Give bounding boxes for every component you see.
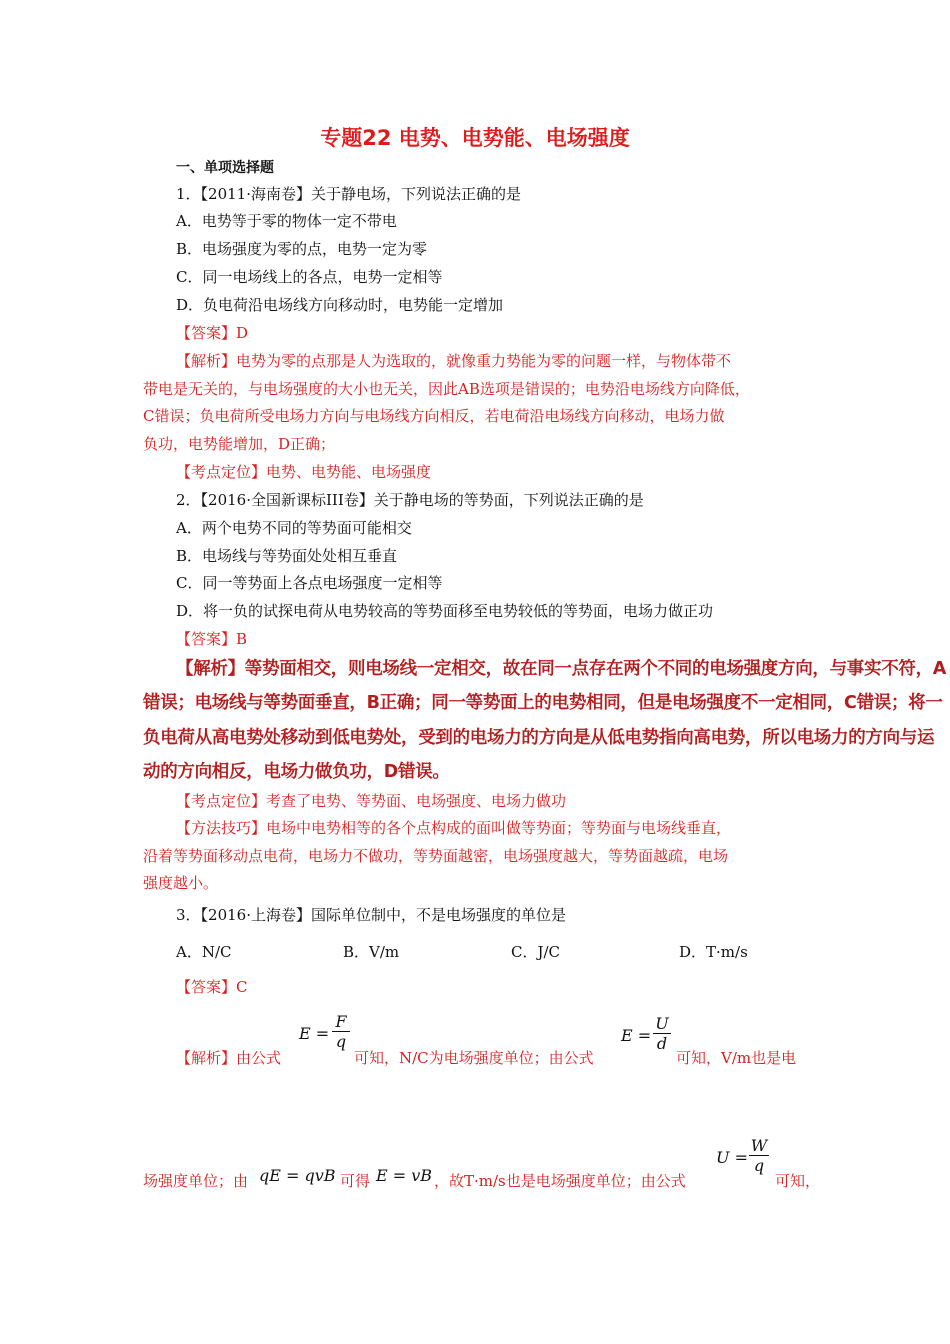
question-2-method-line: 强度越小。 <box>143 874 219 892</box>
question-3-option-b: B．V/m <box>343 943 400 961</box>
question-3-analysis-text: 可知，N/C为电场强度单位；由公式 <box>354 1049 594 1067</box>
formula-numerator: F <box>335 1012 347 1031</box>
question-1-answer: 【答案】D <box>176 324 249 342</box>
question-2-point: 【考点定位】考查了电势、等势面、电场强度、电场力做功 <box>176 792 567 810</box>
question-2-method-line: 沿着等势面移动点电荷，电场力不做功，等势面越密，电场强度越大，等势面越疏，电场 <box>143 847 729 865</box>
question-2-option-b: B．电场线与等势面处处相互垂直 <box>176 547 398 565</box>
formula-denominator: q <box>753 1156 765 1175</box>
question-1-analysis-line: 带电是无关的，与电场强度的大小也无关，因此AB选项是错误的；电势沿电场线方向降低， <box>143 380 750 398</box>
formula-qe-qvb: qE = qvB <box>259 1166 336 1185</box>
formula-u-lhs: U = <box>716 1148 748 1167</box>
formula-u-over-d <box>653 1014 671 1053</box>
question-1-analysis-line: 【解析】电势为零的点那是人为选取的，就像重力势能为零的问题一样，与物体带不 <box>176 352 732 370</box>
question-2-option-d: D．将一负的试探电荷从电势较高的等势面移至电势较低的等势面，电场力做正功 <box>176 602 714 620</box>
question-3-analysis-text: 可得 <box>340 1172 371 1190</box>
question-2-analysis-line: 【解析】等势面相交，则电场线一定相交，故在同一点存在两个不同的电场强度方向，与事实不符，A <box>176 659 947 679</box>
question-2-analysis-line: 错误；电场线与等势面垂直，B正确；同一等势面上的电势相同，但是电场强度不一定相同，C错误；将一 <box>143 693 943 713</box>
question-2-option-a: A．两个电势不同的等势面可能相交 <box>176 519 412 537</box>
question-1-analysis-line: C错误；负电荷所受电场力方向与电场线方向相反，若电荷沿电场线方向移动，电场力做 <box>143 407 725 425</box>
question-3-analysis-text: 可知，V/m也是电 <box>676 1049 797 1067</box>
question-3-option-d: D．T·m/s <box>679 943 748 961</box>
question-3-analysis-text: ，故T·m/s也是电场强度单位；由公式 <box>434 1172 686 1190</box>
question-3-analysis-text: 【解析】由公式 <box>176 1049 282 1067</box>
question-3-stem: 3．【2016·上海卷】国际单位制中，不是电场强度的单位是 <box>176 906 566 924</box>
question-2-answer: 【答案】B <box>176 630 248 648</box>
question-3-option-a: A．N/C <box>176 943 232 961</box>
question-2-analysis-line: 动的方向相反，电场力做负功，D错误。 <box>143 762 450 782</box>
formula-w-over-q <box>749 1136 769 1175</box>
question-1-option-d: D．负电荷沿电场线方向移动时，电势能一定增加 <box>176 296 504 314</box>
question-2-analysis-line: 负电荷从高电势处移动到低电势处，受到的电场力的方向是从低电势指向高电势，所以电场力的方向与运 <box>143 728 935 748</box>
formula-numerator: U <box>655 1014 669 1033</box>
question-3-option-c: C．J/C <box>511 943 561 961</box>
formula-numerator: W <box>750 1136 768 1155</box>
formula-e-lhs: E = <box>299 1024 330 1043</box>
question-1-stem: 1．【2011·海南卷】关于静电场，下列说法正确的是 <box>176 185 521 203</box>
formula-f-over-q <box>332 1012 350 1051</box>
question-1-analysis-line: 负功，电势能增加，D正确； <box>143 435 336 453</box>
question-3-analysis-text: 场强度单位；由 <box>143 1172 249 1190</box>
question-2-option-c: C．同一等势面上各点电场强度一定相等 <box>176 574 443 592</box>
page-title: 专题22 电势、电势能、电场强度 <box>320 126 630 150</box>
formula-denominator: q <box>335 1032 347 1051</box>
question-1-point: 【考点定位】电势、电势能、电场强度 <box>176 463 432 481</box>
formula-denominator: d <box>656 1034 668 1053</box>
section-heading: 一、单项选择题 <box>176 160 274 176</box>
question-2-method-line: 【方法技巧】电场中电势相等的各个点构成的面叫做等势面；等势面与电场线垂直， <box>176 819 732 837</box>
question-1-option-a: A．电势等于零的物体一定不带电 <box>176 212 397 230</box>
formula-e-vb: E = vB <box>376 1166 433 1185</box>
question-2-stem: 2．【2016·全国新课标III卷】关于静电场的等势面，下列说法正确的是 <box>176 491 644 509</box>
question-1-option-c: C．同一电场线上的各点，电势一定相等 <box>176 268 443 286</box>
question-1-option-b: B．电场强度为零的点，电势一定为零 <box>176 240 428 258</box>
formula-e-lhs: E = <box>621 1026 652 1045</box>
question-3-analysis-text: 可知， <box>775 1172 821 1190</box>
question-3-answer: 【答案】C <box>176 978 248 996</box>
